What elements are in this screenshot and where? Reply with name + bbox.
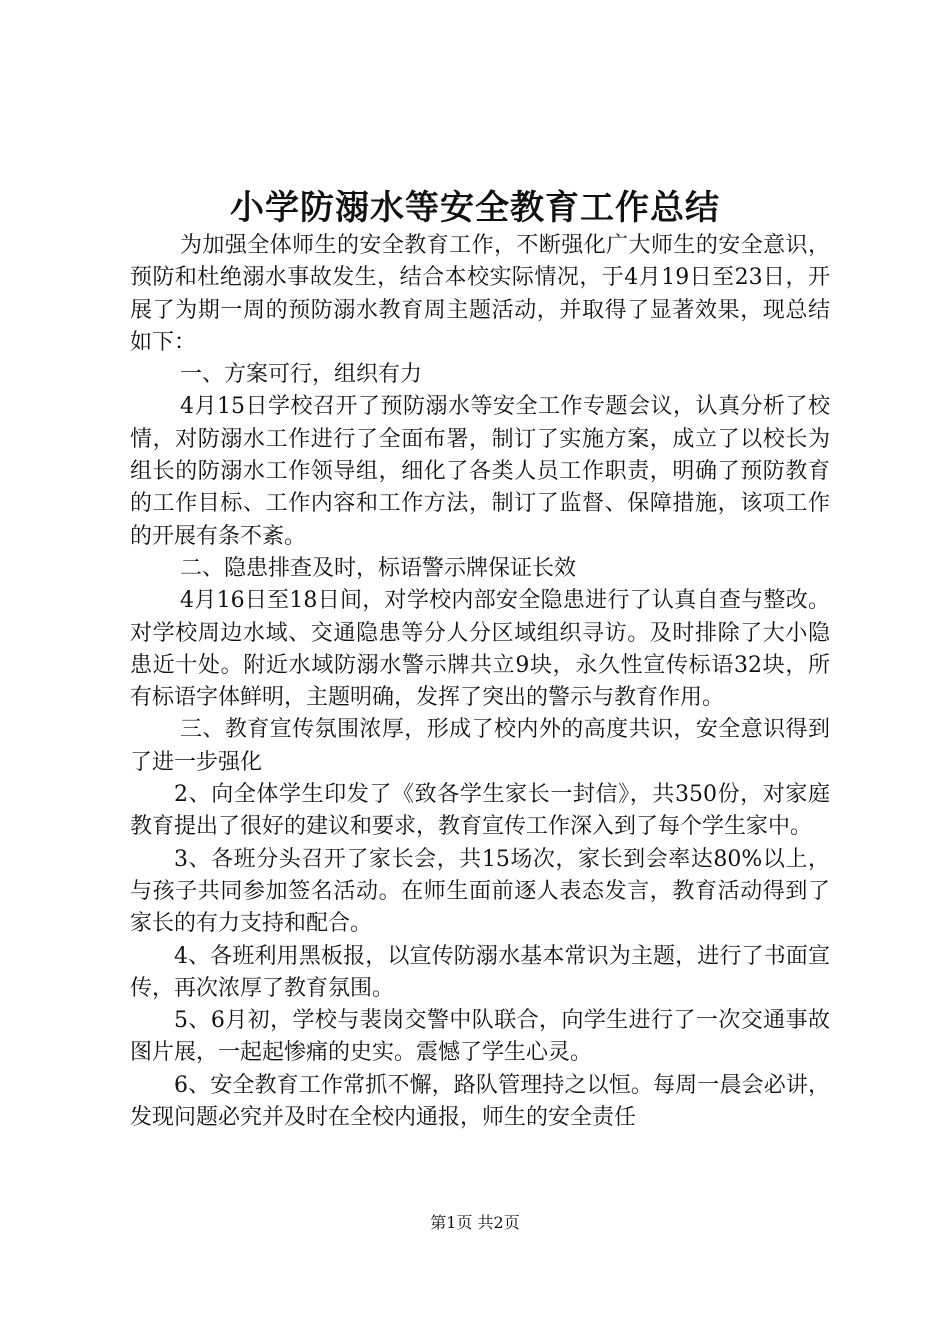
list-item-4: 4、各班利用黑板报，以宣传防溺水基本常识为主题，进行了书面宣传，再次浓厚了教育氛围。 <box>130 943 830 1001</box>
section-1-paragraph: 4月15日学校召开了预防溺水等安全工作专题会议，认真分析了校情，对防溺水工作进行了全面布署，制订了实施方案，成立了以校长为组长的防溺水工作领导组，细化了各类人员工作职责，明确了预防教育的工作目标、工作内容和工作方法，制订了监督、保障措施，该项工作的开展有条不紊。 <box>130 394 830 549</box>
document-body <box>130 230 830 1134</box>
page-number-footer: 第1页 共2页 <box>430 1213 520 1232</box>
list-item-6: 6、安全教育工作常抓不懈，路队管理持之以恒。每周一晨会必讲，发现问题必究并及时在全校内通报，师生的安全责任 <box>130 1072 830 1131</box>
document-title: 小学防溺水等安全教育工作总结 <box>230 188 720 228</box>
list-item-5: 5、6月初，学校与裴岗交警中队联合，向学生进行了一次交通事故图片展，一起起惨痛的史实。震憾了学生心灵。 <box>130 1008 830 1066</box>
section-2-heading: 二、隐患排查及时，标语警示牌保证长效 <box>180 555 577 581</box>
intro-paragraph: 为加强全体师生的安全教育工作，不断强化广大师生的安全意识，预防和杜绝溺水事故发生，结合本校实际情况，于4月19日至23日，开展了为期一周的预防溺水教育周主题活动，并取得了显著效果，现总结如下： <box>130 233 830 355</box>
section-3-heading: 三、教育宣传氛围浓厚，形成了校内外的高度共识，安全意识得到了进一步强化 <box>130 717 830 775</box>
section-1-heading: 一、方案可行，组织有力 <box>180 362 423 388</box>
list-item-3: 3、各班分头召开了家长会，共15场次，家长到会率达80%以上，与孩子共同参加签名活动。在师生面前逐人表态发言，教育活动得到了家长的有力支持和配合。 <box>130 846 830 937</box>
section-2-paragraph: 4月16日至18日间，对学校内部安全隐患进行了认真自查与整改。对学校周边水域、交通隐患等分人分区域组织寻访。及时排除了大小隐患近十处。附近水域防溺水警示牌共立9块，永久性宣传标语32块，所有标语字体鲜明，主题明确，发挥了突出的警示与教育作用。 <box>130 588 830 711</box>
list-item-2: 2、向全体学生印发了《致各学生家长一封信》，共350份，对家庭教育提出了很好的建议和要求，教育宣传工作深入到了每个学生家中。 <box>130 782 830 840</box>
